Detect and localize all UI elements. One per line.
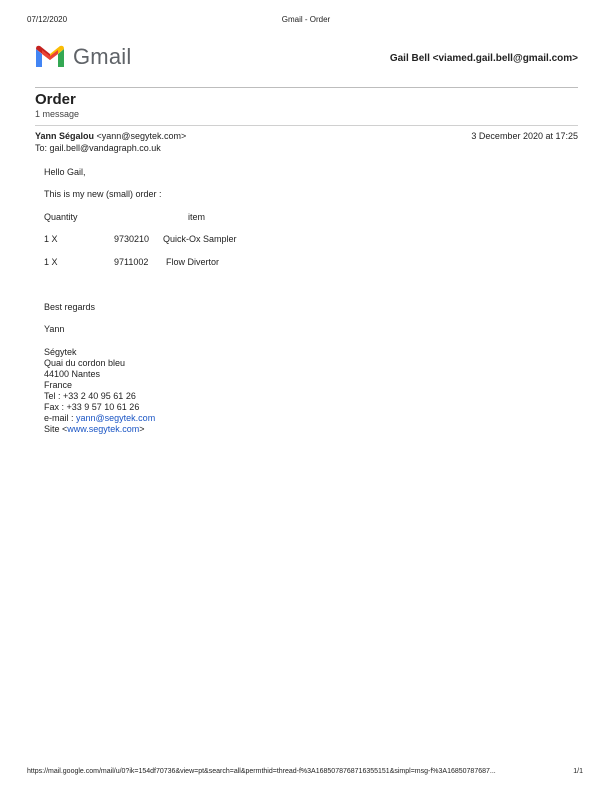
gmail-m-icon[interactable] — [34, 44, 66, 69]
subject-divider — [35, 125, 578, 126]
sender-line — [35, 131, 186, 141]
signature-site-line — [44, 424, 145, 434]
order-row-name: Flow Divertor — [166, 257, 220, 267]
signature-tel: Tel : +33 2 40 95 61 26 — [44, 391, 136, 401]
email-link[interactable]: yann@segytek.com — [76, 413, 156, 423]
recipient-line: To: gail.bell@vandagraph.co.uk — [35, 143, 161, 153]
greeting: Hello Gail, — [44, 167, 86, 177]
signature-email-line — [44, 413, 155, 423]
message-count: 1 message — [35, 109, 80, 119]
signature-street: Quai du cordon bleu — [44, 358, 126, 368]
header-divider — [35, 87, 578, 88]
column-header-item: item — [188, 212, 206, 222]
intro-line: This is my new (small) order : — [44, 189, 162, 199]
site-link[interactable]: www.segytek.com — [67, 424, 140, 434]
order-row-name: Quick-Ox Sampler — [163, 234, 237, 244]
signature-city: 44100 Nantes — [44, 369, 101, 379]
print-title: Gmail - Order — [281, 15, 331, 24]
signature-fax: Fax : +33 9 57 10 61 26 — [44, 402, 140, 412]
sender-signoff: Yann — [44, 324, 65, 334]
message-date: 3 December 2020 at 17:25 — [471, 131, 578, 141]
account-label: Gail Bell <viamed.gail.bell@gmail.com> — [389, 53, 578, 64]
signature-company: Ségytek — [44, 347, 77, 357]
closing: Best regards — [44, 302, 96, 312]
print-url: https://mail.google.com/mail/u/0?ik=154df70736&view=pt&search=all&permthid=thread-f%3A1685078768716355151&simpl=msg-f%3A16850787687... — [27, 768, 496, 775]
site-label: Site < — [44, 424, 68, 434]
sender-name: Yann Ségalou — [35, 131, 95, 141]
order-row-code: 9711002 — [114, 257, 149, 267]
thread-subject: Order — [35, 91, 76, 108]
gmail-wordmark[interactable]: Gmail — [73, 44, 132, 69]
site-label-end: > — [139, 424, 145, 434]
signature-country: France — [44, 380, 73, 390]
email-label: e-mail : — [44, 413, 77, 423]
print-date: 07/12/2020 — [27, 15, 68, 24]
order-row-qty: 1 X — [44, 257, 58, 267]
sender-email: <yann@segytek.com> — [96, 131, 187, 141]
page-number: 1/1 — [573, 768, 583, 775]
column-header-quantity: Quantity — [44, 212, 78, 222]
order-row-qty: 1 X — [44, 234, 58, 244]
order-row-code: 9730210 — [114, 234, 150, 244]
